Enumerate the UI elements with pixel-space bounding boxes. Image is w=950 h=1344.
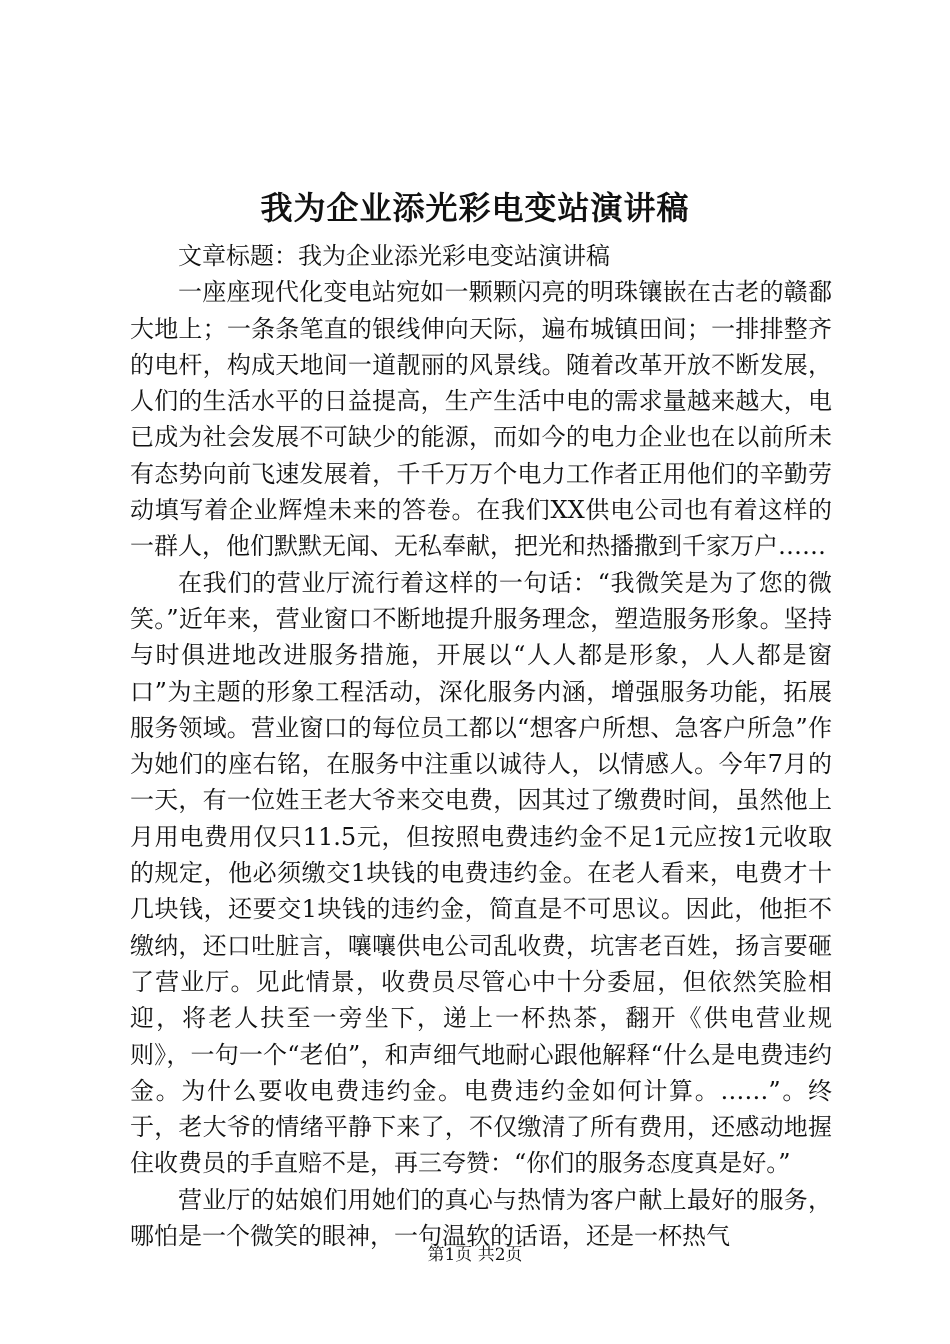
page-number-footer: 第1页 共2页 xyxy=(427,1245,523,1265)
paragraph-2: 在我们的营业厅流行着这样的一句话：“我微笑是为了您的微笑。”近年来，营业窗口不断地提升服务理念，塑造服务形象。坚持与时俱进地改进服务措施，开展以“人人都是形象，人人都是窗口”为主题的形象工程活动，深化服务内涵，增强服务功能，拓展服务领域。营业窗口的每位员工都以“想客户所想、急客户所急”作为她们的座右铭，在服务中注重以诚待人，以情感人。今年7月的一天，有一位姓王老大爷来交电费，因其过了缴费时间，虽然他上月用电费用仅只11.5元，但按照电费违约金不足1元应按1元收取的规定，他必须缴交1块钱的电费违约金。在老人看来，电费才十几块钱，还要交1块钱的违约金，简直是不可思议。因此，他拒不缴纳，还口吐脏言，嚷嚷供电公司乱收费，坑害老百姓，扬言要砸了营业厅。见此情景，收费员尽管心中十分委屈，但依然笑脸相迎，将老人扶至一旁坐下，递上一杯热茶，翻开《供电营业规则》，一句一个“老伯”，和声细气地耐心跟他解释“什么是电费违约金。为什么要收电费违约金。电费违约金如何计算。……”。终于，老大爷的情绪平静下来了，不仅缴清了所有费用，还感动地握住收费员的手直赔不是，再三夸赞：“你们的服务态度真是好。” xyxy=(130,568,832,1178)
document-title: 我为企业添光彩电变站演讲稿 xyxy=(260,189,690,227)
paragraph-article-title: 文章标题：我为企业添光彩电变站演讲稿 xyxy=(178,242,610,270)
document-body xyxy=(130,238,832,1254)
paragraph-3: 营业厅的姑娘们用她们的真心与热情为客户献上最好的服务，哪怕是一个微笑的眼神，一句温软的话语，还是一杯热气 xyxy=(130,1185,832,1251)
paragraph-1: 一座座现代化变电站宛如一颗颗闪亮的明珠镶嵌在古老的赣鄱大地上；一条条笔直的银线伸向天际，遍布城镇田间；一排排整齐的电杆，构成天地间一道靓丽的风景线。随着改革开放不断发展，人们的生活水平的日益提高，生产生活中电的需求量越来越大，电已成为社会发展不可缺少的能源，而如今的电力企业也在以前所未有态势向前飞速发展着，千千万万个电力工作者正用他们的辛勤劳动填写着企业辉煌未来的答卷。在我们XX供电公司也有着这样的一群人，他们默默无闻、无私奉献，把光和热播撒到千家万户…… xyxy=(130,278,832,561)
